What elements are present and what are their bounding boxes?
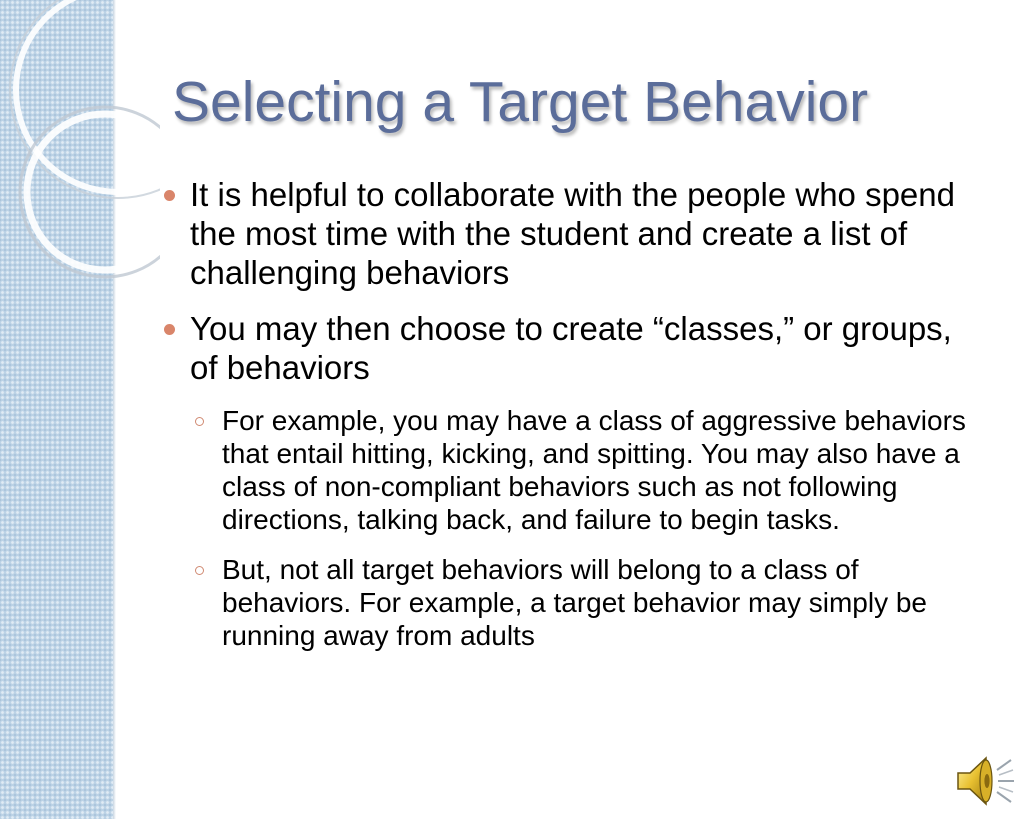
bullet-text: It is helpful to collaborate with the people who spend the most time with the student and create a list of challenging behaviors	[190, 176, 955, 291]
bullet-dot-icon	[164, 190, 175, 201]
hollow-circle-icon	[195, 417, 204, 426]
slide-title: Selecting a Target Behavior	[172, 70, 869, 134]
sub-bullet-item	[222, 404, 980, 536]
sub-bullet-item	[222, 553, 980, 652]
slide-body	[160, 175, 980, 669]
sub-bullet-text: But, not all target behaviors will belong to a class of behaviors. For example, a target behavior may simply be running away from adults	[222, 554, 927, 651]
sub-bullet-text: For example, you may have a class of aggressive behaviors that entail hitting, kicking, and spitting. You may also have a class of non-compliant behaviors such as not following directions, talking back, and failure to begin tasks.	[222, 405, 966, 535]
speaker-icon[interactable]	[952, 748, 1018, 814]
hollow-circle-icon	[195, 566, 204, 575]
bullet-text: You may then choose to create “classes,” or groups, of behaviors	[190, 310, 952, 386]
bullet-item	[160, 175, 980, 292]
decorative-rings	[0, 0, 160, 280]
bullet-dot-icon	[164, 324, 175, 335]
bullet-item	[160, 309, 980, 387]
